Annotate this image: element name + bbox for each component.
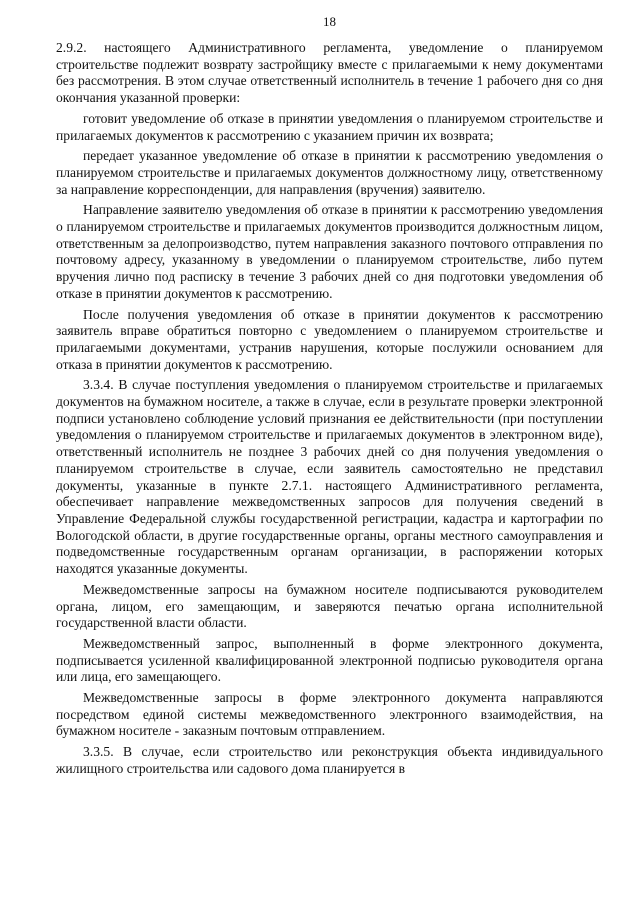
paragraph-7: Межведомственные запросы на бумажном носителе подписываются руководителем органа, лицом, его замещающим, и заверяются печатью органа исполнительной государственной власти области. — [56, 581, 603, 631]
document-body — [56, 40, 603, 778]
paragraph-2: готовит уведомление об отказе в принятии уведомления о планируемом строительстве и прилагаемых документов к рассмотрению с указанием причин их возврата; — [56, 110, 603, 143]
paragraph-3: передает указанное уведомление об отказе в принятии к рассмотрению уведомления о планируемом строительстве и прилагаемых документов должностному лицу, ответственному за направление корреспонденции, для направления (вручения) заявителю. — [56, 148, 603, 197]
paragraph-6: 3.3.4. В случае поступления уведомления о планируемом строительстве и прилагаемых документов на бумажном носителе, а также в случае, если в результате проверки электронной подписи установлено соблюдение условий признания ее действительности (при поступлении уведомления о планируемом строительстве и прилагаемых документов в электронном виде), ответственный исполнитель не позднее 3 рабочих дней со дня получения уведомления о планируемом строительстве в случае, если заявитель самостоятельно не представил документы, указанные в пункте 2.7.1. настоящего Административного регламента, обеспечивает направление межведомственных запросов для получения сведений в Управление Федеральной службы государственной регистрации, кадастра и картографии по Вологодской области, в другие государственные органы, органы местного самоуправления и подведомственные государственным органам организации, в распоряжении которых находятся указанные документы. — [56, 377, 603, 577]
paragraph-8: Межведомственный запрос, выполненный в форме электронного документа, подписывается усиленной квалифицированной электронной подписью руководителя органа или лица, его замещающего. — [56, 635, 603, 685]
paragraph-1: 2.9.2. настоящего Административного регламента, уведомление о планируемом строительстве подлежит возврату застройщику вместе с прилагаемыми к нему документами без рассмотрения. В этом случае ответственный исполнитель в течение 1 рабочего дня со дня окончания указанной проверки: — [56, 40, 603, 106]
paragraph-9: Межведомственные запросы в форме электронного документа направляются посредством единой системы межведомственного электронного взаимодействия, на бумажном носителе - заказным почтовым отправлением. — [56, 690, 603, 739]
page-number: 18 — [323, 14, 336, 29]
paragraph-10: 3.3.5. В случае, если строительство или реконструкция объекта индивидуального жилищного строительства или садового дома планируется в — [56, 744, 603, 776]
paragraph-4: Направление заявителю уведомления об отказе в принятии к рассмотрению уведомления о планируемом строительстве и прилагаемых документов производится должностным лицом, ответственным за делопроизводство, путем направления заказного почтового отправления по почтовому адресу, указанному в уведомлении о планируемом строительстве, либо путем вручения лично под расписку в течение 3 рабочих дней со дня подготовки уведомления об отказе в принятии документов к рассмотрению. — [56, 202, 603, 301]
paragraph-5: После получения уведомления об отказе в принятии документов к рассмотрению заявитель вправе обратиться повторно с уведомлением о планируемом строительстве и прилагаемыми документами, устранив нарушения, которые послужили основанием для отказа в принятии документов к рассмотрению. — [56, 306, 603, 372]
